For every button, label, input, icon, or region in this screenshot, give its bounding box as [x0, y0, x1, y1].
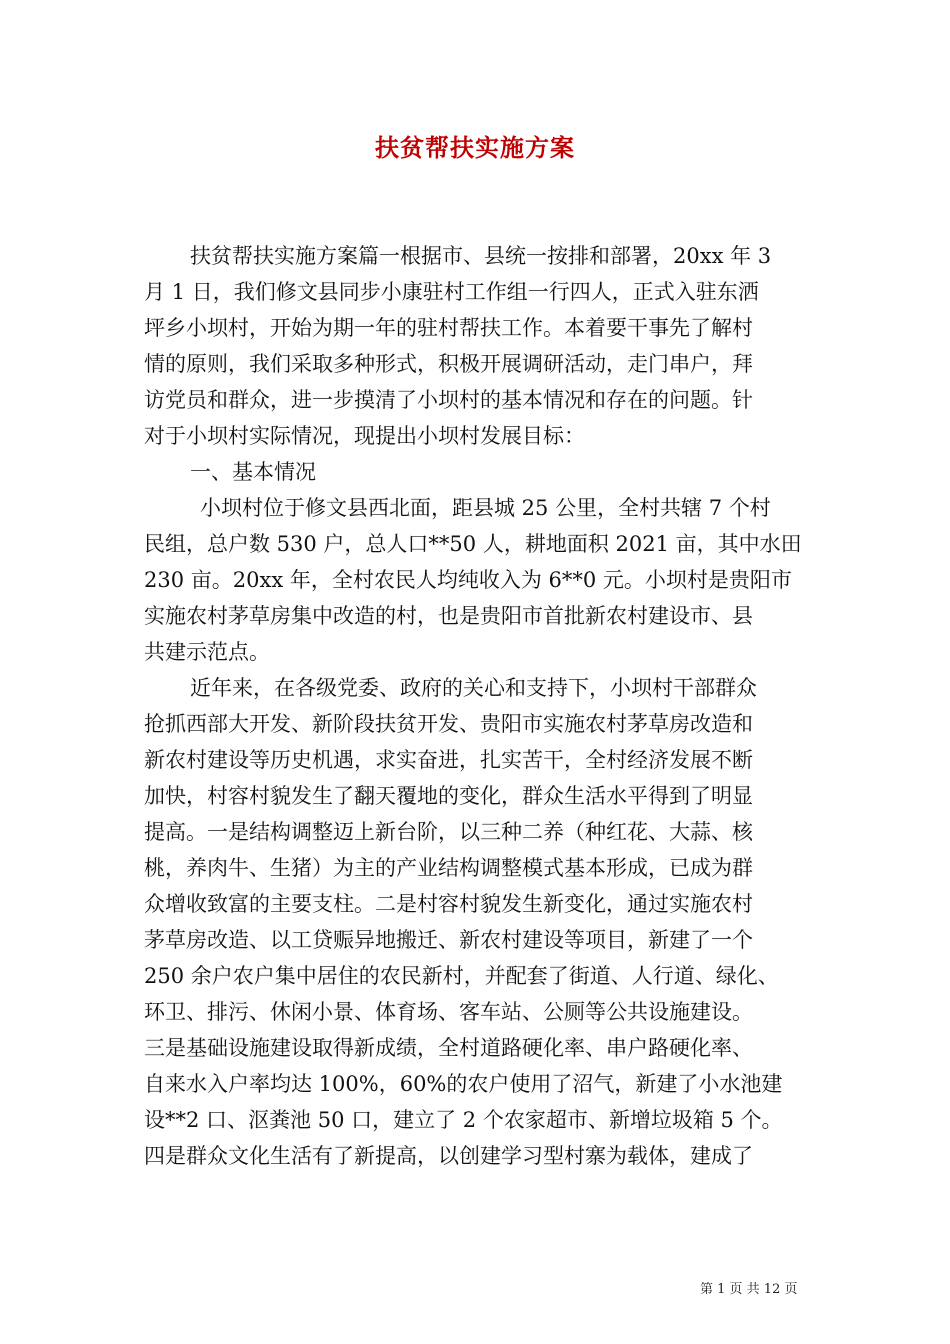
text-line: 小坝村位于修文县西北面，距县城 25 公里，全村共辖 7 个村: [200, 496, 771, 520]
text-line: 扶贫帮扶实施方案篇一根据市、县统一按排和部署，20xx 年 3: [190, 244, 772, 268]
page-number-footer: 第 1 页 共 12 页: [700, 1282, 798, 1297]
text-line: 实施农村茅草房集中改造的村，也是贵阳市首批新农村建设市、县: [144, 604, 753, 628]
text-line: 情的原则，我们采取多种形式，积极开展调研活动，走门串户，拜: [144, 352, 753, 376]
text-line: 环卫、排污、休闲小景、体育场、客车站、公厕等公共设施建设。: [144, 1000, 753, 1024]
text-line: 加快，村容村貌发生了翻天覆地的变化，群众生活水平得到了明显: [144, 784, 753, 808]
text-line: 访党员和群众，进一步摸清了小坝村的基本情况和存在的问题。针: [144, 388, 753, 412]
text-line: 提高。一是结构调整迈上新台阶，以三种二养（种红花、大蒜、核: [144, 820, 753, 844]
text-line: 众增收致富的主要支柱。二是村容村貌发生新变化，通过实施农村: [144, 892, 753, 916]
text-line: 茅草房改造、以工贷赈异地搬迁、新农村建设等项目，新建了一个: [144, 928, 753, 952]
document-title: 扶贫帮扶实施方案: [375, 133, 575, 162]
text-line: 对于小坝村实际情况，现提出小坝村发展目标：: [144, 424, 585, 448]
text-line: 新农村建设等历史机遇，求实奋进，扎实苦干，全村经济发展不断: [144, 748, 753, 772]
text-line: 250 余户农户集中居住的农民新村，并配套了街道、人行道、绿化、: [144, 964, 779, 988]
text-line: 设**2 口、沤粪池 50 口，建立了 2 个农家超市、新增垃圾箱 5 个。: [144, 1108, 783, 1132]
text-line: 自来水入户率均达 100%，60%的农户使用了沼气，新建了小水池建: [144, 1072, 783, 1096]
text-line: 三是基础设施建设取得新成绩，全村道路硬化率、串户路硬化率、: [144, 1036, 753, 1060]
document-body: [144, 238, 806, 1174]
text-line: 坪乡小坝村，开始为期一年的驻村帮扶工作。本着要干事先了解村: [144, 316, 753, 340]
text-line: 共建示范点。: [144, 640, 270, 664]
text-line: 近年来，在各级党委、政府的关心和支持下，小坝村干部群众: [190, 676, 757, 700]
text-line: 抢抓西部大开发、新阶段扶贫开发、贵阳市实施农村茅草房改造和: [144, 712, 753, 736]
section-heading: 一、基本情况: [190, 460, 316, 484]
text-line: 230 亩。20xx 年，全村农民人均纯收入为 6**0 元。小坝村是贵阳市: [144, 568, 792, 592]
text-line: 月 1 日，我们修文县同步小康驻村工作组一行四人，正式入驻东洒: [144, 280, 759, 304]
text-line: 民组，总户数 530 户，总人口**50 人，耕地面积 2021 亩，其中水田: [144, 532, 802, 556]
text-line: 四是群众文化生活有了新提高，以创建学习型村寨为载体，建成了: [144, 1144, 753, 1168]
text-line: 桃，养肉牛、生猪）为主的产业结构调整模式基本形成，已成为群: [144, 856, 753, 880]
